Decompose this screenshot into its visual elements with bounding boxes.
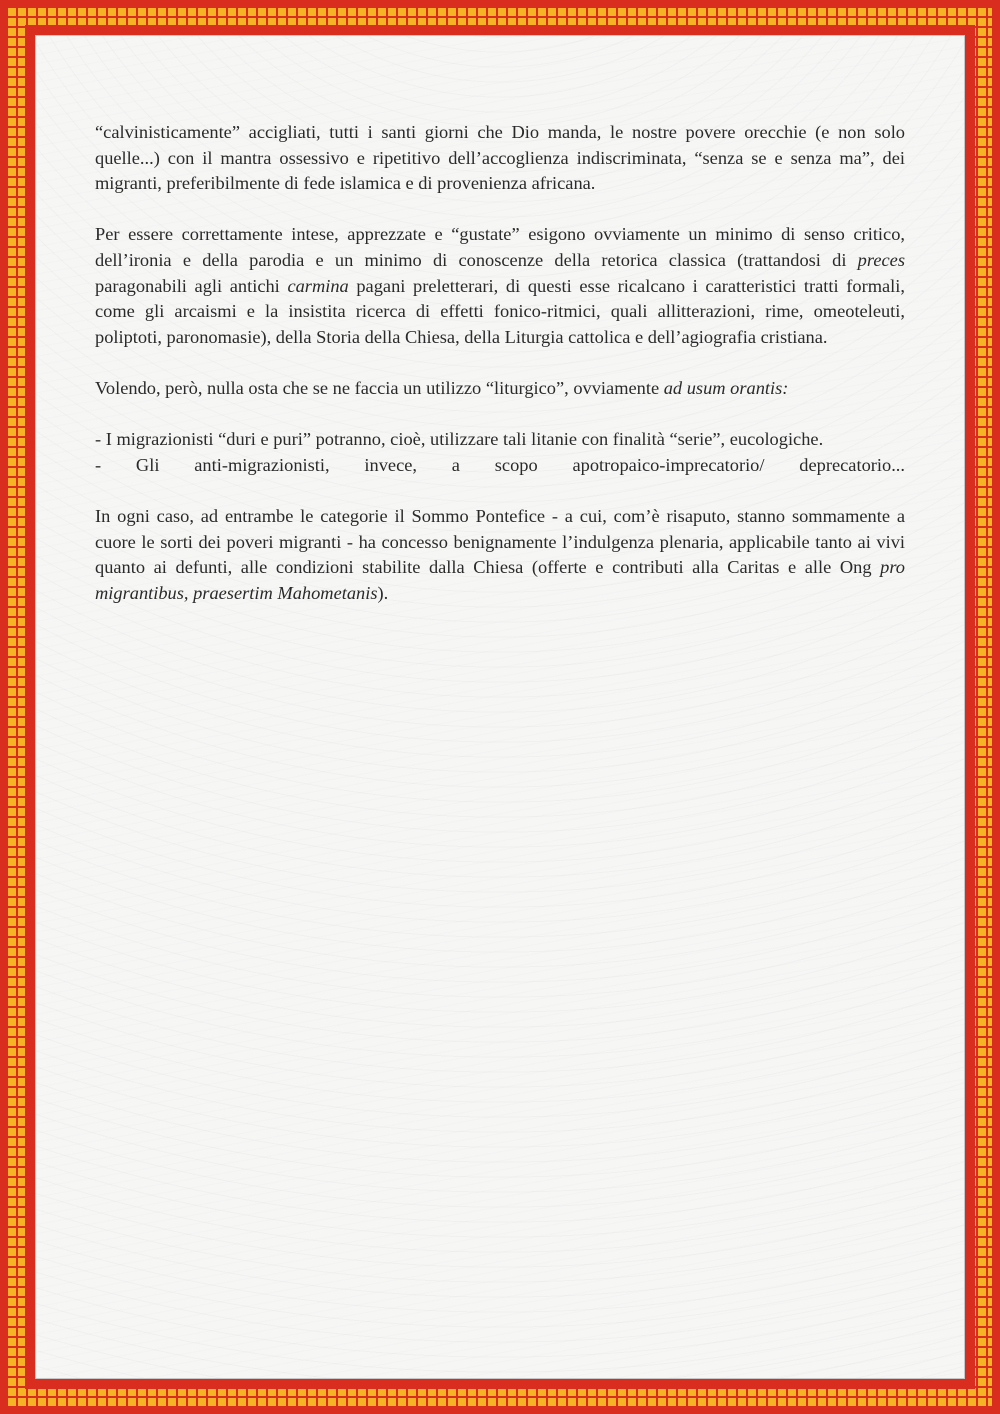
list-line-2: [95, 453, 905, 479]
paragraph-2-text-c: pagani preletterari, di questi esse ricalcano i caratteristici tratti formali, come gli arcaismi e la insistita ricerca di effetti fonico-ritmici, quali allitterazioni, rime, omeoteleuti, poliptoti, paronomasie), della Storia della Chiesa, della Liturgia cattolica e dell’agiografia cristiana.: [95, 275, 905, 347]
list-line-1-text: - I migrazionisti “duri e puri” potranno, cioè, utilizzare tali litanie con finalità “serie”, eucologiche.: [95, 429, 824, 450]
paragraph-5-text-b: ).: [377, 582, 389, 603]
paragraph-5: [95, 504, 905, 606]
paragraph-5-text-a: In ogni caso, ad entrambe le categorie il Sommo Pontefice - a cui, com’è risaputo, stanno sommamente a cuore le sorti dei poveri migranti - ha concesso benignamente l’indulgenza plenaria, applicabile tanto ai vivi quanto ai defunti, alle condizioni stabilite dalla Chiesa (offerte e contributi alla Caritas e alle Ong: [95, 505, 905, 578]
paragraph-3-text: Volendo, però, nulla osta che se ne faccia un utilizzo “liturgico”, ovviamente: [95, 377, 664, 398]
body-text: [95, 120, 905, 632]
list-line-1: [95, 427, 905, 453]
paragraph-1: [95, 120, 905, 197]
paragraph-3: [95, 376, 905, 402]
paragraph-5-italic: pro migrantibus, praesertim Mahometanis: [95, 557, 905, 603]
paragraph-2-text-b: paragonabili agli antichi: [95, 275, 288, 296]
paragraph-2: [95, 222, 905, 350]
paragraph-2-preces: preces: [857, 249, 905, 270]
paragraph-2-text-a: Per essere correttamente intese, apprezzate e “gustate” esigono ovviamente un minimo di senso critico, dell’ironia e della parodia e un minimo di conoscenze della retorica classica (trattandosi di: [95, 224, 905, 270]
list-line-2-text: - Gli anti-migrazionisti, invece, a scopo apotropaico-imprecatorio/ deprecatorio...: [95, 454, 905, 475]
paragraph-1-text: “calvinisticamente” accigliati, tutti i santi giorni che Dio manda, le nostre povere orecchie (e non solo quelle...) con il mantra ossessivo e ripetitivo dell’accoglienza indiscriminata, “senza se e senza ma”, dei migranti, preferibilmente di fede islamica e di provenienza africana.: [95, 122, 905, 194]
paragraph-3-italic: ad usum orantis:: [663, 377, 789, 398]
paragraph-2-carmina: carmina: [287, 275, 349, 296]
